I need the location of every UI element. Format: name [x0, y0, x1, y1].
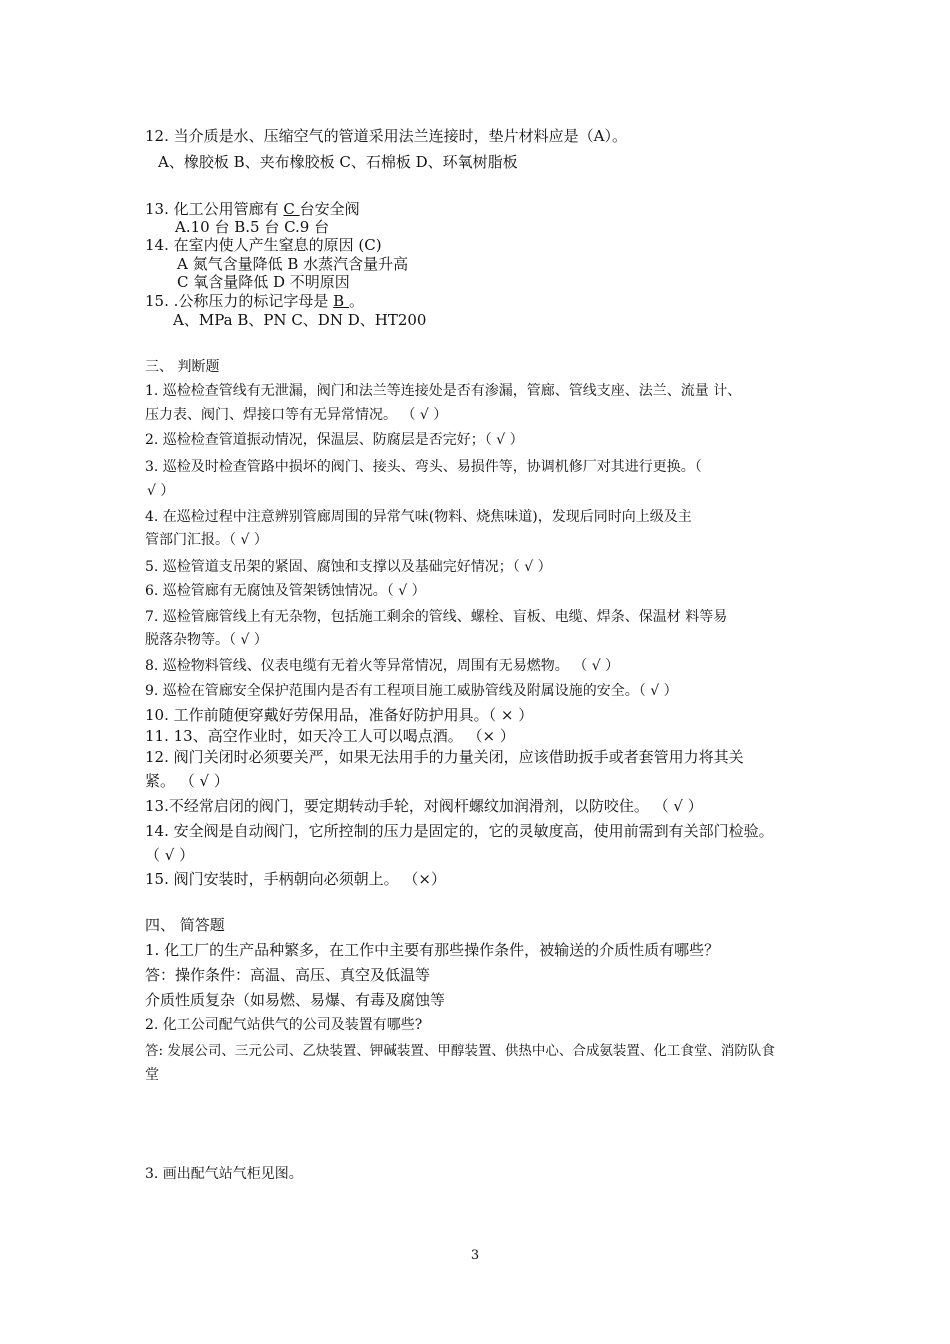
tf-line: 6. 巡检管廊有无腐蚀及管架锈蚀情况。（ √ ）: [145, 583, 426, 599]
tf-line: 15. 阀门安装时，手柄朝向必须朝上。 （×）: [145, 870, 446, 888]
question-13-answer: C: [283, 200, 300, 218]
sa-line: 2. 化工公司配气站供气的公司及装置有哪些?: [145, 1017, 423, 1033]
tf-line: 压力表、阀门、焊接口等有无异常情况。 （ √ ）: [145, 407, 448, 423]
tf-line: 脱落杂物等。（ √ ）: [145, 632, 268, 648]
tf-line: 8. 巡检物料管线、仪表电缆有无着火等异常情况，周围有无易燃物。 （ √ ）: [145, 658, 620, 674]
sa-line: 介质性质复杂（如易燃、易爆、有毒及腐蚀等: [145, 991, 446, 1009]
sa-line: 1. 化工厂的生产品种繁多，在工作中主要有那些操作条件，被输送的介质性质有哪些？: [145, 941, 720, 959]
tf-line: 14. 安全阀是自动阀门，它所控制的压力是固定的，它的灵敏度高，使用前需到有关部门检验。: [145, 822, 774, 840]
question-15-answer: B: [333, 292, 349, 310]
tf-line: √ ）: [147, 483, 175, 499]
tf-line: 11. 13、高空作业时，如天冷工人可以喝点酒。 （× ）: [145, 727, 515, 745]
tf-line: 紧。 （ √ ）: [145, 772, 229, 790]
tf-line: （ √ ）: [145, 846, 195, 864]
sa-line: 答: 发展公司、三元公司、乙炔装置、钾碱装置、甲醇装置、供热中心、合成氨装置、化工食堂、消防队食: [145, 1043, 775, 1059]
tf-line: 5. 巡检管道支吊架的紧固、腐蚀和支撑以及基础完好情况；（ √ ）: [145, 559, 552, 575]
question-13: 13. 化工公用管廊有 C 台安全阀: [145, 200, 360, 218]
tf-line: 3. 巡检及时检查管路中损坏的阀门、接头、弯头、易损件等，协调机修厂对其进行更换。（: [145, 459, 702, 475]
question-15-options: A、MPa B、PN C、DN D、HT200: [173, 311, 427, 329]
question-14: 14. 在室内使人产生窒息的原因 (C): [145, 236, 382, 254]
question-12: 12. 当介质是水、压缩空气的管道采用法兰连接时，垫片材料应是（A）。: [145, 127, 627, 145]
tf-line: 4. 在巡检过程中注意辨别管廊周围的异常气味(物料、烧焦味道)，发现后同时向上级及主: [145, 509, 692, 525]
question-14-options-1: A 氮气含量降低 B 水蒸汽含量升高: [177, 255, 409, 273]
tf-line: 管部门汇报。（ √ ）: [145, 532, 268, 548]
sa-line: 答：操作条件：高温、高压、真空及低温等: [145, 966, 431, 984]
tf-line: 1. 巡检检查管线有无泄漏，阀门和法兰等连接处是否有渗漏，管廊、管线支座、法兰、流量 计、: [145, 383, 742, 399]
question-14-options-2: C 氧含量降低 D 不明原因: [177, 273, 350, 291]
sa-line: 堂: [145, 1067, 159, 1083]
question-15: 15. .公称压力的标记字母是 B 。: [145, 292, 364, 310]
tf-line: 12. 阀门关闭时必须要关严，如果无法用手的力量关闭，应该借助扳手或者套管用力将其关: [145, 748, 744, 766]
sa-line: 3. 画出配气站气柜见图。: [145, 1166, 303, 1182]
tf-line: 10. 工作前随便穿戴好劳保用品，准备好防护用具。（ × ）: [145, 706, 534, 724]
section-heading-tf: 三、 判断题: [145, 359, 220, 375]
page-number: 3: [470, 1248, 480, 1263]
tf-line: 2. 巡检检查管道振动情况，保温层、防腐层是否完好；（ √ ）: [145, 432, 524, 448]
tf-line: 13.不经常启闭的阀门，要定期转动手轮，对阀杆螺纹加润滑剂，以防咬住。 （ √ ）: [145, 797, 703, 815]
tf-line: 9. 巡检在管廊安全保护范围内是否有工程项目施工威胁管线及附属设施的安全。（ √ ）: [145, 683, 678, 699]
tf-line: 7. 巡检管廊管线上有无杂物，包括施工剩余的管线、螺栓、盲板、电缆、焊条、保温材 料等易: [145, 609, 728, 625]
section-heading-sa: 四、 简答题: [145, 916, 225, 934]
question-13-options: A.10 台 B.5 台 C.9 台: [175, 218, 330, 236]
question-12-options: A、橡胶板 B、夹布橡胶板 C、石棉板 D、环氧树脂板: [158, 153, 518, 171]
